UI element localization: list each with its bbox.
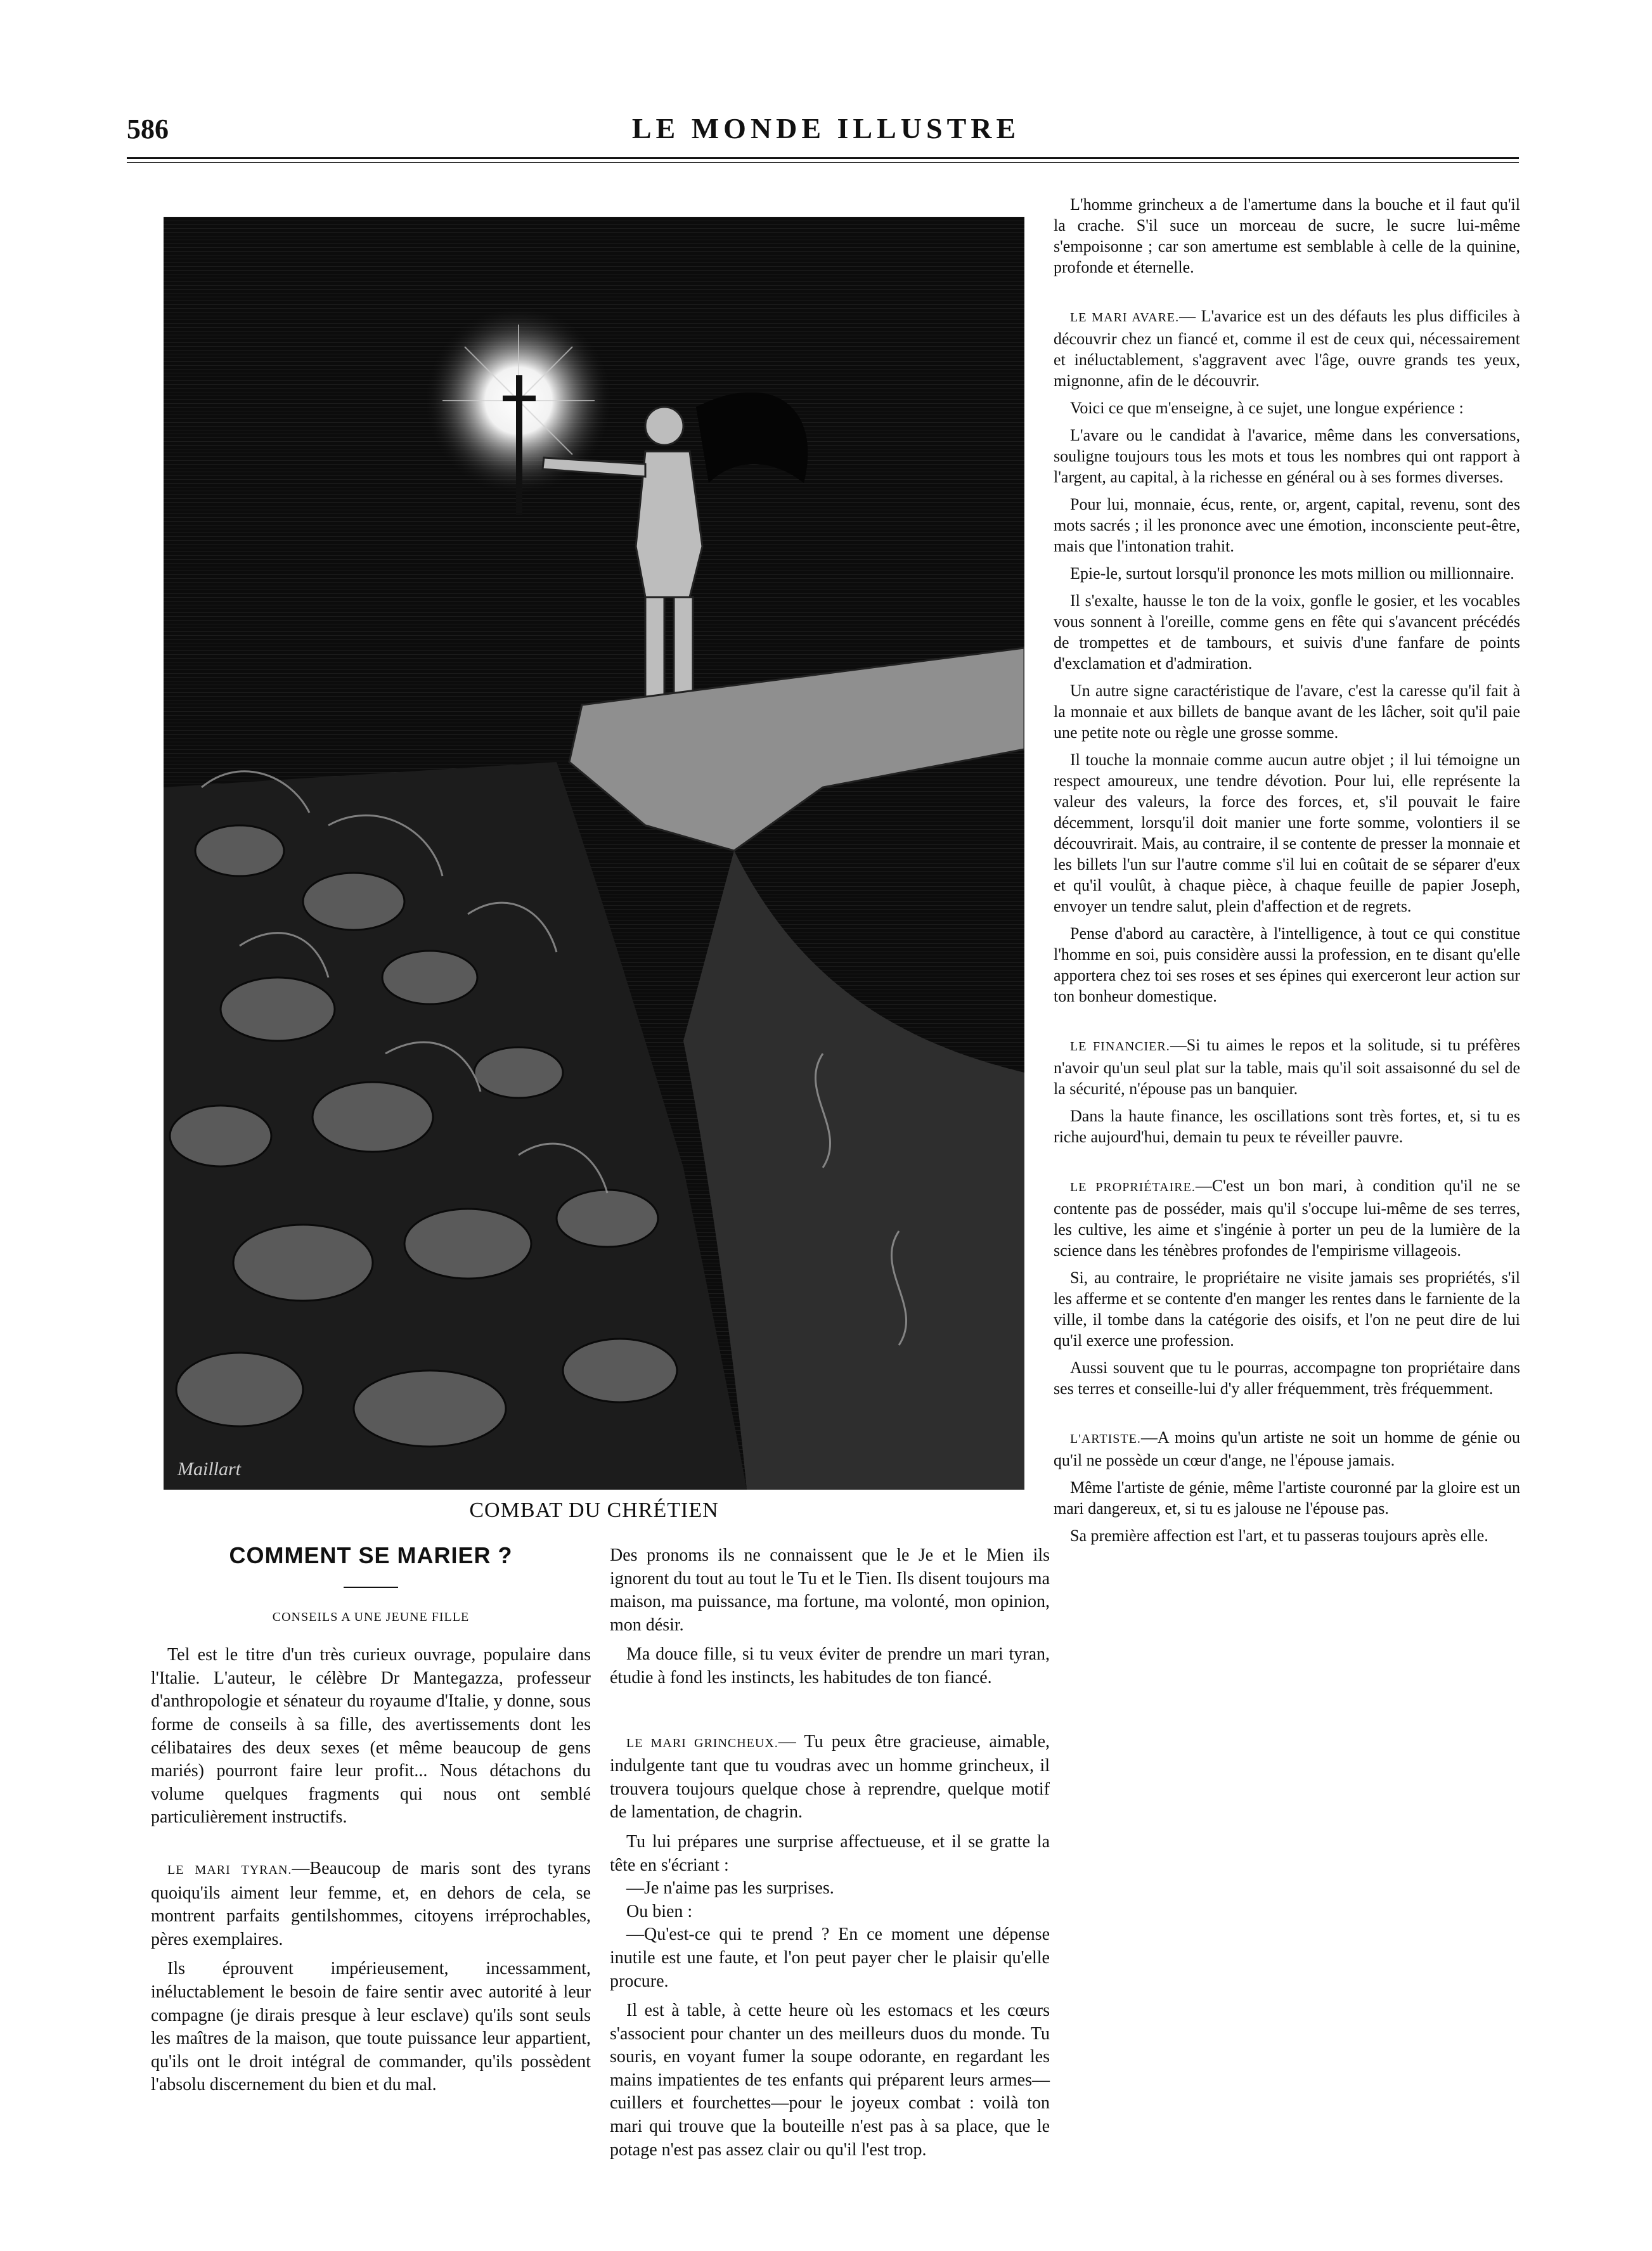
tyran-paragraph-1: LE MARI TYRAN.—Beaucoup de maris sont des tyrans quoiqu'ils aiment leur femme, et, en dehors de cela, se montrent parfaits gentilshommes, citoyens irréprochables, pères exemplaires.: [151, 1858, 591, 1949]
title-rule: [344, 1587, 398, 1588]
grincheux-paragraph-3: —Je n'aime pas les surprises.: [626, 1878, 834, 1899]
section-label-grincheux: LE MARI GRINCHEUX.: [626, 1736, 778, 1750]
avare-paragraph-1: LE MARI AVARE.— L'avarice est un des défauts les plus difficiles à découvrir chez un fiancé et, comme il est de ceux qui, nécessairement et inéluctablement, s'aggravent avec l'âge, ouvre grands tes yeux, mignonne, afin de le découvrir.: [1054, 307, 1520, 390]
section-label-artiste: L'ARTISTE.: [1070, 1432, 1141, 1446]
article-title: COMMENT SE MARIER ?: [229, 1542, 513, 1568]
grincheux-paragraph-5: —Qu'est-ce qui te prend ? En ce moment une dépense inutile est une faute, et l'on peut payer cher le plaisir qu'elle procure.: [610, 1925, 1050, 1991]
section-label-avare: LE MARI AVARE.: [1070, 311, 1180, 325]
tyran-paragraph-2: Ils éprouvent impérieusement, incessamment, inéluctablement le besoin de faire sentir avec autorité à leur compagne (je dirais presque à leur esclave) qu'ils sont seuls les maîtres de la maison, que toute puissance leur appartient, qu'ils ont le droit intégral de commander, qu'ils possèdent l'absolu discernement du bien et du mal.: [151, 1959, 591, 2095]
header-rule-bottom: [127, 162, 1519, 163]
avare-paragraph-6: Il s'exalte, hausse le ton de la voix, gonfle le gosier, et les vocables vous sonnent à l'oreille, comme gens en fête qui s'avancent précédés de trompettes et de tambours, et suivis d'une fanfare de points d'exclamation et d'admiration.: [1054, 591, 1520, 673]
grincheux-paragraph-4: Ou bien :: [626, 1901, 693, 1921]
grincheux-paragraph-2: Tu lui prépares une surprise affectueuse, et il se gratte la tête en s'écriant :: [610, 1831, 1050, 1875]
tyran-paragraph-4: Ma douce fille, si tu veux éviter de prendre un mari tyran, étudie à fond les instincts, les habitudes de ton fiancé.: [610, 1644, 1050, 1687]
column-2: [610, 1544, 1050, 2162]
avare-paragraph-7: Un autre signe caractéristique de l'avare, c'est la caresse qu'il fait à la monnaie et aux billets de banque avant de les lâcher, soit qu'il paie une petite note ou règle une grosse somme.: [1054, 681, 1520, 742]
intro-paragraph: Tel est le titre d'un très curieux ouvrage, populaire dans l'Italie. L'auteur, le célèbre Dr Mantegazza, professeur d'anthropologie et sénateur du royaume d'Italie, y donne, sous forme de conseils à sa fille, des avertissements dont les célibataires des deux sexes (et même beaucoup de gens mariés) pourront faire leur profit... Nous détachons du volume quelques fragments qui nous ont semblé particulièrement instructifs.: [151, 1645, 591, 1828]
section-label-tyran: LE MARI TYRAN.: [167, 1862, 292, 1877]
column-3: [1054, 188, 1520, 1546]
header-rule-top: [127, 157, 1519, 159]
avare-paragraph-2: Voici ce que m'enseigne, à ce sujet, une longue expérience :: [1070, 399, 1464, 417]
proprietaire-paragraph-3: Aussi souvent que tu le pourras, accompagne ton propriétaire dans ses terres et conseille-lui d'y aller fréquemment, très fréquemment.: [1054, 1358, 1520, 1398]
artiste-paragraph-1: L'ARTISTE.—A moins qu'un artiste ne soit un homme de génie ou qu'il ne possède un cœur d'ange, ne l'épouse jamais.: [1054, 1428, 1520, 1469]
section-label-financier: LE FINANCIER.: [1070, 1040, 1170, 1054]
engraving-drawing: [164, 217, 1024, 1490]
grincheux-paragraph-6: Il est à table, à cette heure où les estomacs et les cœurs s'associent pour chanter un des meilleurs duos du monde. Tu souris, en voyant fumer la soupe odorante, en regardant les mains impatientes de tes enfants qui préparent leurs armes—cuillers et fourchettes—pour le joyeux combat : voilà ton mari qui trouve que la bouteille n'est pas à sa place, que le potage n'est pas assez clair ou qu'il l'est trop.: [610, 2001, 1050, 2160]
avare-paragraph-8: Il touche la monnaie comme aucun autre objet ; il lui témoigne un respect amoureux, une tendre dévotion. Pour lui, elle représente la valeur des valeurs, la force des forces, et, s'il pouvait le faire décemment, lorsqu'il doit manier une forte somme, volontiers il se découvrirait. Mais, au contraire, il se contente de presser la monnaie et les billets l'un sur l'autre comme s'il lui en coûtait de se séparer d'eux et qu'il voulût, à chaque pièce, à chaque feuille de papier Joseph, envoyer un tendre salut, plein d'affection et de regrets.: [1054, 751, 1520, 915]
proprietaire-paragraph-1: LE PROPRIÉTAIRE.—C'est un bon mari, à condition qu'il ne se contente pas de posséder, mais qu'il s'occupe lui-même de ses terres, les cultive, les aime et s'ingénie à porter un peu de la lumière de la science dans les ténèbres profondes de l'empirisme villageois.: [1054, 1177, 1520, 1260]
section-label-proprietaire: LE PROPRIÉTAIRE.: [1070, 1180, 1196, 1194]
column-1: [151, 1544, 591, 2097]
artiste-paragraph-3: Sa première affection est l'art, et tu passeras toujours après elle.: [1070, 1526, 1488, 1545]
tyran-paragraph-3: Des pronoms ils ne connaissent que le Je et le Mien ils ignorent du tout au tout le Tu et le Tien. Ils disent toujours ma maison, ma puissance, ma fortune, ma volonté, mon opinion, mon désir.: [610, 1545, 1050, 1635]
financier-paragraph-2: Dans la haute finance, les oscillations sont très fortes, et, si tu es riche aujourd'hui, demain tu peux te réveiller pauvre.: [1054, 1107, 1520, 1146]
avare-paragraph-5: Epie-le, surtout lorsqu'il prononce les mots million ou millionnaire.: [1070, 564, 1514, 583]
engraving-illustration: [164, 217, 1024, 1490]
financier-paragraph-1: LE FINANCIER.—Si tu aimes le repos et la solitude, si tu préfères n'avoir qu'un seul plat sur la table, mais qu'il soit assaisonné du sel de la sécurité, n'épouse pas un banquier.: [1054, 1036, 1520, 1098]
grincheux-paragraph-1: LE MARI GRINCHEUX.— Tu peux être gracieuse, aimable, indulgente tant que tu voudras avec un homme grincheux, il trouvera toujours quelque chose à reprendre, quelque motif de lamentation, de chagrin.: [610, 1731, 1050, 1822]
avare-paragraph-4: Pour lui, monnaie, écus, rente, or, argent, capital, revenu, sont des mots sacrés ; il les prononce avec une émotion, inconsciente peut-être, mais que l'intonation trahit.: [1054, 495, 1520, 555]
proprietaire-paragraph-2: Si, au contraire, le propriétaire ne visite jamais ses propriétés, s'il les afferme et se contente d'en manger les rentes dans le farniente de la ville, il tombe dans la catégorie des oisifs, et l'on ne peut dire de lui qu'il exerce une profession.: [1054, 1268, 1520, 1350]
masthead-title: LE MONDE ILLUSTRE: [631, 112, 1021, 145]
illustration-caption: COMBAT DU CHRÉTIEN: [469, 1499, 719, 1522]
grincheux-paragraph-7: L'homme grincheux a de l'amertume dans la bouche et il faut qu'il la crache. S'il suce un morceau de sucre, le sucre lui-même s'empoisonne ; car son amertume est semblable à celle de la quinine, profonde et éternelle.: [1054, 195, 1520, 276]
avare-paragraph-9: Pense d'abord au caractère, à l'intelligence, à tout ce qui constitue l'homme en soi, puis considère aussi la profession, en te disant qu'elle apportera chez toi ses roses et ses épines qui exerceront leur action sur ton bonheur domestique.: [1054, 924, 1520, 1005]
artiste-paragraph-2: Même l'artiste de génie, même l'artiste couronné par la gloire est un mari dangereux, et, si tu es jalouse ne l'épouse pas.: [1054, 1478, 1520, 1518]
page-number: 586: [127, 113, 169, 145]
avare-paragraph-3: L'avare ou le candidat à l'avarice, même dans les conversations, souligne toujours tous les mots et tous les nombres qui ont rapport à l'argent, au capital, à la richesse en général ou à ses formes diverses.: [1054, 426, 1520, 486]
article-subtitle: CONSEILS A UNE JEUNE FILLE: [272, 1609, 470, 1624]
engraver-signature: Maillart: [177, 1459, 242, 1480]
